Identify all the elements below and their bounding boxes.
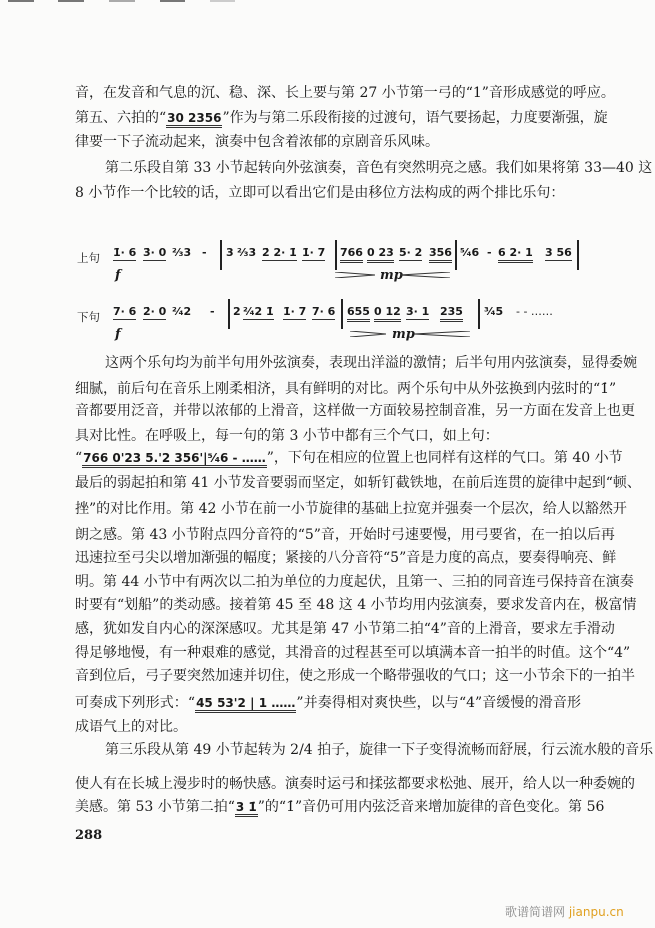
text-line: 音，在发音和气息的沉、稳、深、长上要与第 27 小节第一弓的“1”音形成感觉的呼应。 — [75, 85, 615, 101]
notation-upper-phrase — [0, 236, 655, 286]
note-group: ⁵⁄₄6 — [460, 246, 480, 259]
note-group: 2 — [233, 305, 241, 318]
barline — [335, 240, 337, 270]
inline-notation: 3 1̇ — [235, 800, 258, 817]
dynamic-mark: mp — [392, 327, 415, 342]
note-group: - - …… — [516, 305, 553, 318]
scan-edge-mark — [109, 0, 135, 2]
text-line: 明。第 44 小节中有两次以二拍为单位的力度起伏，且第一、三拍的同音连弓保持音在演奏 — [75, 574, 634, 590]
text-line: 使人有在长城上漫步时的畅快感。演奏时运弓和揉弦都要求松弛、展开，给人以一种委婉的 — [75, 776, 635, 792]
scan-edge-mark — [58, 0, 84, 2]
barline — [478, 299, 480, 329]
decrescendo-hairpin — [350, 331, 386, 337]
text: ”的“1̇”音仍可用内弦泛音来增加旋律的音色变化。第 56 — [257, 799, 605, 815]
phrase-label: 下句 — [77, 310, 100, 324]
dynamic-mark: mp — [380, 268, 403, 283]
note-group: 3 56 — [545, 246, 572, 259]
page-number: 288 — [75, 828, 103, 843]
watermark-en: jianpu.cn — [568, 905, 624, 919]
text-line: 具对比性。在呼吸上，每一句的第 3 小节中都有三个气口，如上句： — [75, 428, 499, 444]
note-group: - — [202, 246, 207, 259]
text-line: 时要有“划船”的类动感。接着第 45 至 48 这 4 小节均用内弦演奏，要求发音内在，极富情 — [75, 597, 637, 613]
text-line: 挫”的对比作用。第 42 小节在前一小节旋律的基础上拉宽并强奏一个层次，给人以豁然开 — [75, 501, 627, 517]
note-group: 5· 2 — [399, 246, 423, 259]
text-line: 朗之感。第 43 小节附点四分音符的“5”音，开始时弓速要慢，用弓要省，在一拍以后再 — [75, 527, 615, 543]
scan-edge-mark — [210, 0, 235, 2]
note-group: 0 23 — [367, 246, 394, 263]
note-group: 7· 6 — [312, 305, 336, 318]
barline — [220, 240, 222, 270]
text-line: 音都要用泛音，并带以浓郁的上滑音，这样做一方面较易控制音准，另一方面在发音上也更 — [75, 403, 635, 419]
text-line: 最后的弱起拍和第 41 小节发音要弱而坚定，如斩钉截铁地，在前后连贯的旋律中起到“顿、 — [75, 475, 641, 491]
barline — [577, 240, 579, 270]
scan-edge-mark — [160, 0, 185, 2]
dynamic-mark: f — [115, 327, 121, 342]
watermark — [505, 903, 624, 920]
decrescendo-hairpin — [335, 272, 375, 278]
barline — [228, 299, 230, 329]
note-group: 6 2· 1 — [498, 246, 533, 263]
note-group: 3 — [226, 246, 234, 259]
watermark-cn: 歌谱简谱网 — [505, 905, 566, 919]
scan-edge-mark — [8, 0, 34, 2]
note-group: 1̇· 7 — [302, 246, 326, 259]
note-group: - — [210, 305, 215, 318]
text: 美感。第 53 小节第二拍“ — [75, 799, 235, 815]
text: ”并奏得相对爽快些，以与“4”音缓慢的滑音形 — [296, 695, 581, 711]
text: ”作为与第二乐段衔接的过渡句，语气要扬起，力度要渐强，旋 — [222, 110, 608, 126]
note-group: 1̇· 7 — [283, 305, 307, 318]
text-line — [75, 448, 623, 468]
notation-lower-phrase — [0, 295, 655, 345]
note-group: 3· 1 — [406, 305, 430, 318]
note-group: ²⁄₃3 — [237, 246, 257, 259]
note-group: 1̇· 6 — [113, 246, 137, 259]
crescendo-hairpin — [400, 272, 450, 278]
note-group: 356 — [429, 246, 452, 263]
phrase-label: 上句 — [77, 251, 100, 265]
text-line: 得足够地慢，有一种艰难的感觉，其滑音的过程甚至可以填满本音一拍半的时值。这个“4” — [75, 645, 631, 661]
note-group: 766 — [340, 246, 363, 263]
text-line: 律要一下子流动起来，演奏中包含着浓郁的京剧音乐风味。 — [75, 134, 439, 150]
note-group: - — [487, 246, 492, 259]
inline-notation: 766 0'23 5.'2 356'|⁵⁄₄6 - …… — [82, 451, 267, 468]
note-group: ²⁄₄2 1̇ — [243, 305, 274, 318]
note-group: 0 12 — [374, 305, 401, 322]
text-line: 8 小节作一个比较的话，立即可以看出它们是由移位方法构成的两个排比乐句： — [75, 185, 565, 201]
text-line — [75, 108, 608, 128]
crescendo-hairpin — [414, 331, 470, 337]
text-line: 迅速拉至弓尖以增加渐强的幅度；紧接的八分音符“5̇”音是力度的高点，要奏得响亮、鲜 — [75, 550, 617, 566]
text: ”，下句在相应的位置上也同样有这样的气口。第 40 小节 — [266, 450, 623, 466]
text-line: 细腻，前后句在音乐上刚柔相济，具有鲜明的对比。两个乐句中从外弦换到内弦时的“1̇” — [75, 381, 617, 397]
note-group: ³⁄₄5 — [484, 305, 504, 318]
note-group: 7· 6 — [113, 305, 137, 318]
dynamic-mark: f — [115, 268, 121, 283]
barline — [341, 299, 343, 329]
text: 可奏成下列形式：“ — [75, 695, 196, 711]
note-group: 235 — [440, 305, 463, 322]
text-line: 成语气上的对比。 — [75, 719, 187, 735]
note-group: ²⁄₄2 — [172, 305, 192, 318]
text-line: 这两个乐句均为前半句用外弦演奏，表现出洋溢的激情；后半句用内弦演奏，显得委婉 — [105, 355, 637, 371]
text: “ — [75, 450, 83, 466]
barline — [455, 240, 457, 270]
text-line — [75, 693, 581, 713]
note-group: ²⁄₃3 — [172, 246, 192, 259]
note-group: 655 — [347, 305, 370, 322]
text-line: 感，犹如发自内心的深深感叹。尤其是第 47 小节第二拍“4”音的上滑音，要求左手滑动 — [75, 621, 615, 637]
text-line: 第三乐段从第 49 小节起转为 2/4 拍子，旋律一下子变得流畅而舒展，行云流水般的音乐 — [105, 742, 654, 758]
text-line — [75, 797, 605, 817]
inline-notation: 45 53'2 | 1 …… — [195, 696, 296, 713]
note-group: 2̇ 2· 1̇ — [262, 246, 297, 259]
note-group: 3̇· 0 — [143, 246, 167, 259]
text: 第五、六拍的“ — [75, 110, 167, 126]
text-line: 第二乐段自第 33 小节起转向外弦演奏，音色有突然明亮之感。我们如果将第 33—40 这 — [105, 160, 653, 176]
note-group: 2̇· 0 — [143, 305, 167, 318]
text-line: 音到位后，弓子要突然加速并切住，使之形成一个略带强收的气口；这一小节余下的一拍半 — [75, 668, 635, 684]
inline-notation: 30 2356 — [166, 111, 222, 128]
